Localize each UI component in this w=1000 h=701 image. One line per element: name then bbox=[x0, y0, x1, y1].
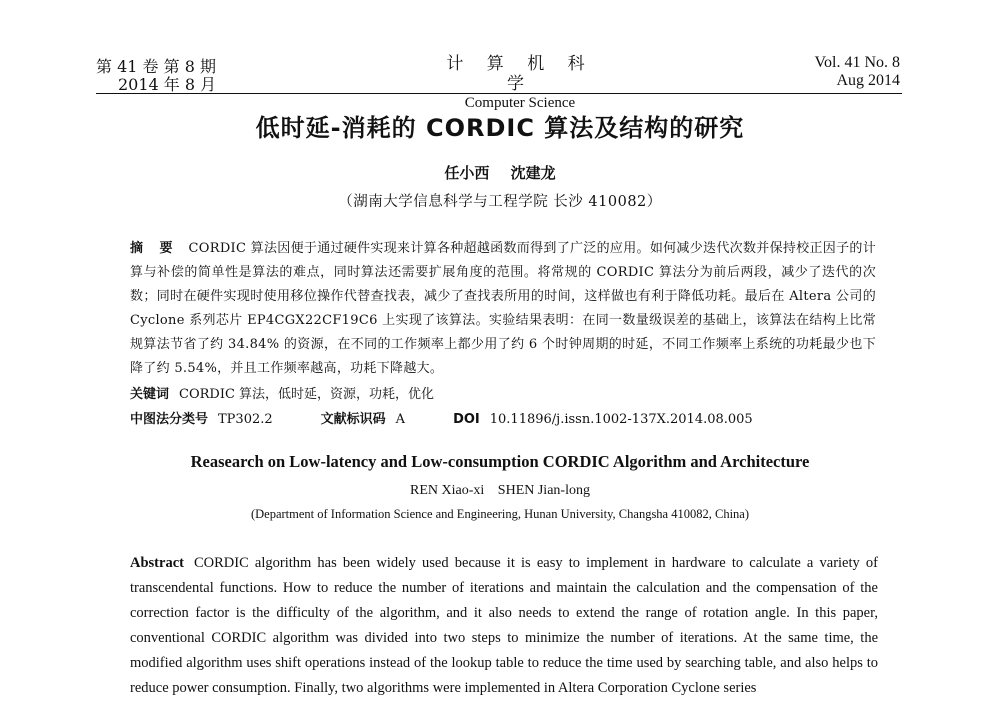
affiliation-en: (Department of Information Science and Engineering, Hunan University, Changsha 410082, China) bbox=[250, 507, 750, 521]
paper-title-zh: 低时延-消耗的 CORDIC 算法及结构的研究 bbox=[255, 114, 745, 142]
header-center bbox=[440, 54, 600, 112]
date-en: Aug 2014 bbox=[836, 72, 900, 89]
author-en: REN Xiao-xi bbox=[410, 483, 485, 498]
abstract-zh bbox=[130, 237, 876, 381]
paper-title-en: Reasearch on Low-latency and Low-consumption CORDIC Algorithm and Architecture bbox=[190, 452, 810, 471]
author-en: SHEN Jian-long bbox=[497, 483, 590, 498]
authors-en bbox=[0, 483, 1000, 499]
author-zh: 沈建龙 bbox=[510, 164, 556, 182]
volume-issue-zh: 第 41 卷 第 8 期 bbox=[96, 57, 216, 76]
clc-value: TP302.2 bbox=[218, 412, 273, 427]
doc-code-label: 文献标识码 bbox=[320, 412, 386, 427]
header-rule bbox=[96, 93, 902, 94]
affiliation-zh: （湖南大学信息科学与工程学院 长沙 410082） bbox=[338, 194, 662, 210]
abstract-zh-text: CORDIC 算法因便于通过硬件实现来计算各种超越函数而得到了广泛的应用。如何减少迭代次数并保持校正因子的计算与补偿的简单性是算法的难点，同时算法还需要扩展角度的范围。将常规的 CORDIC 算法分为前后两段，减少了迭代的次数；同时在硬件实现时使用移位操作代替查找表，减少了查找表所用的时间，这样做也有利于降低功耗。最后在 Altera 公司的 Cyclone 系列芯片 EP4CGX22CF19C6 上实现了该算法。实验结果表明：在同一数量级误差的基础上，该算法在结构上比常规算法节省了约 34.84% 的资源，在不同的工作频率上都少用了约 6 个时钟周期的时延，不同工作频率上系统的功耗最少也下降了约 5.54%，并且工作频率越高，功耗下降越大。 bbox=[130, 241, 876, 376]
header-right bbox=[776, 54, 900, 90]
doi-value: 10.11896/j.issn.1002-137X.2014.08.005 bbox=[489, 412, 753, 427]
abstract-en bbox=[130, 551, 878, 701]
keywords-zh bbox=[130, 383, 876, 402]
abstract-en-label: Abstract bbox=[130, 555, 184, 571]
abstract-en-text: CORDIC algorithm has been widely used because it is easy to implement in hardware to calculate a variety of transcendental functions. How to reduce the number of iterations and maintain the calculation and the compensation of the correction factor is the difficulty of the algorithm, and it also needs to extend the range of rotation angle. In this paper, conventional CORDIC algorithm was divided into two steps to minimize the number of iterations. At the same time, the modified algorithm uses shift operations instead of the lookup table to reduce the time used by searching table, and also helps to reduce power consumption. Finally, two algorithms were implemented in Altera Corporation Cyclone series bbox=[130, 555, 878, 696]
abstract-zh-label: 摘 要 bbox=[130, 241, 179, 256]
volume-issue-en: Vol. 41 No. 8 bbox=[814, 54, 900, 71]
keywords-zh-text: CORDIC 算法，低时延，资源，功耗，优化 bbox=[179, 387, 435, 402]
journal-name-zh: 计 算 机 科 学 bbox=[446, 54, 594, 94]
authors-zh bbox=[0, 162, 1000, 183]
classification-row bbox=[130, 408, 876, 427]
keywords-zh-label: 关键词 bbox=[130, 387, 170, 402]
date-zh: 2014 年 8 月 bbox=[118, 75, 217, 94]
author-zh: 任小西 bbox=[444, 164, 490, 182]
clc-label: 中图法分类号 bbox=[130, 412, 209, 427]
header-left bbox=[96, 58, 216, 94]
journal-name-en: Computer Science bbox=[464, 95, 576, 111]
doi-label: DOI bbox=[453, 412, 480, 427]
doc-code-value: A bbox=[395, 412, 406, 427]
